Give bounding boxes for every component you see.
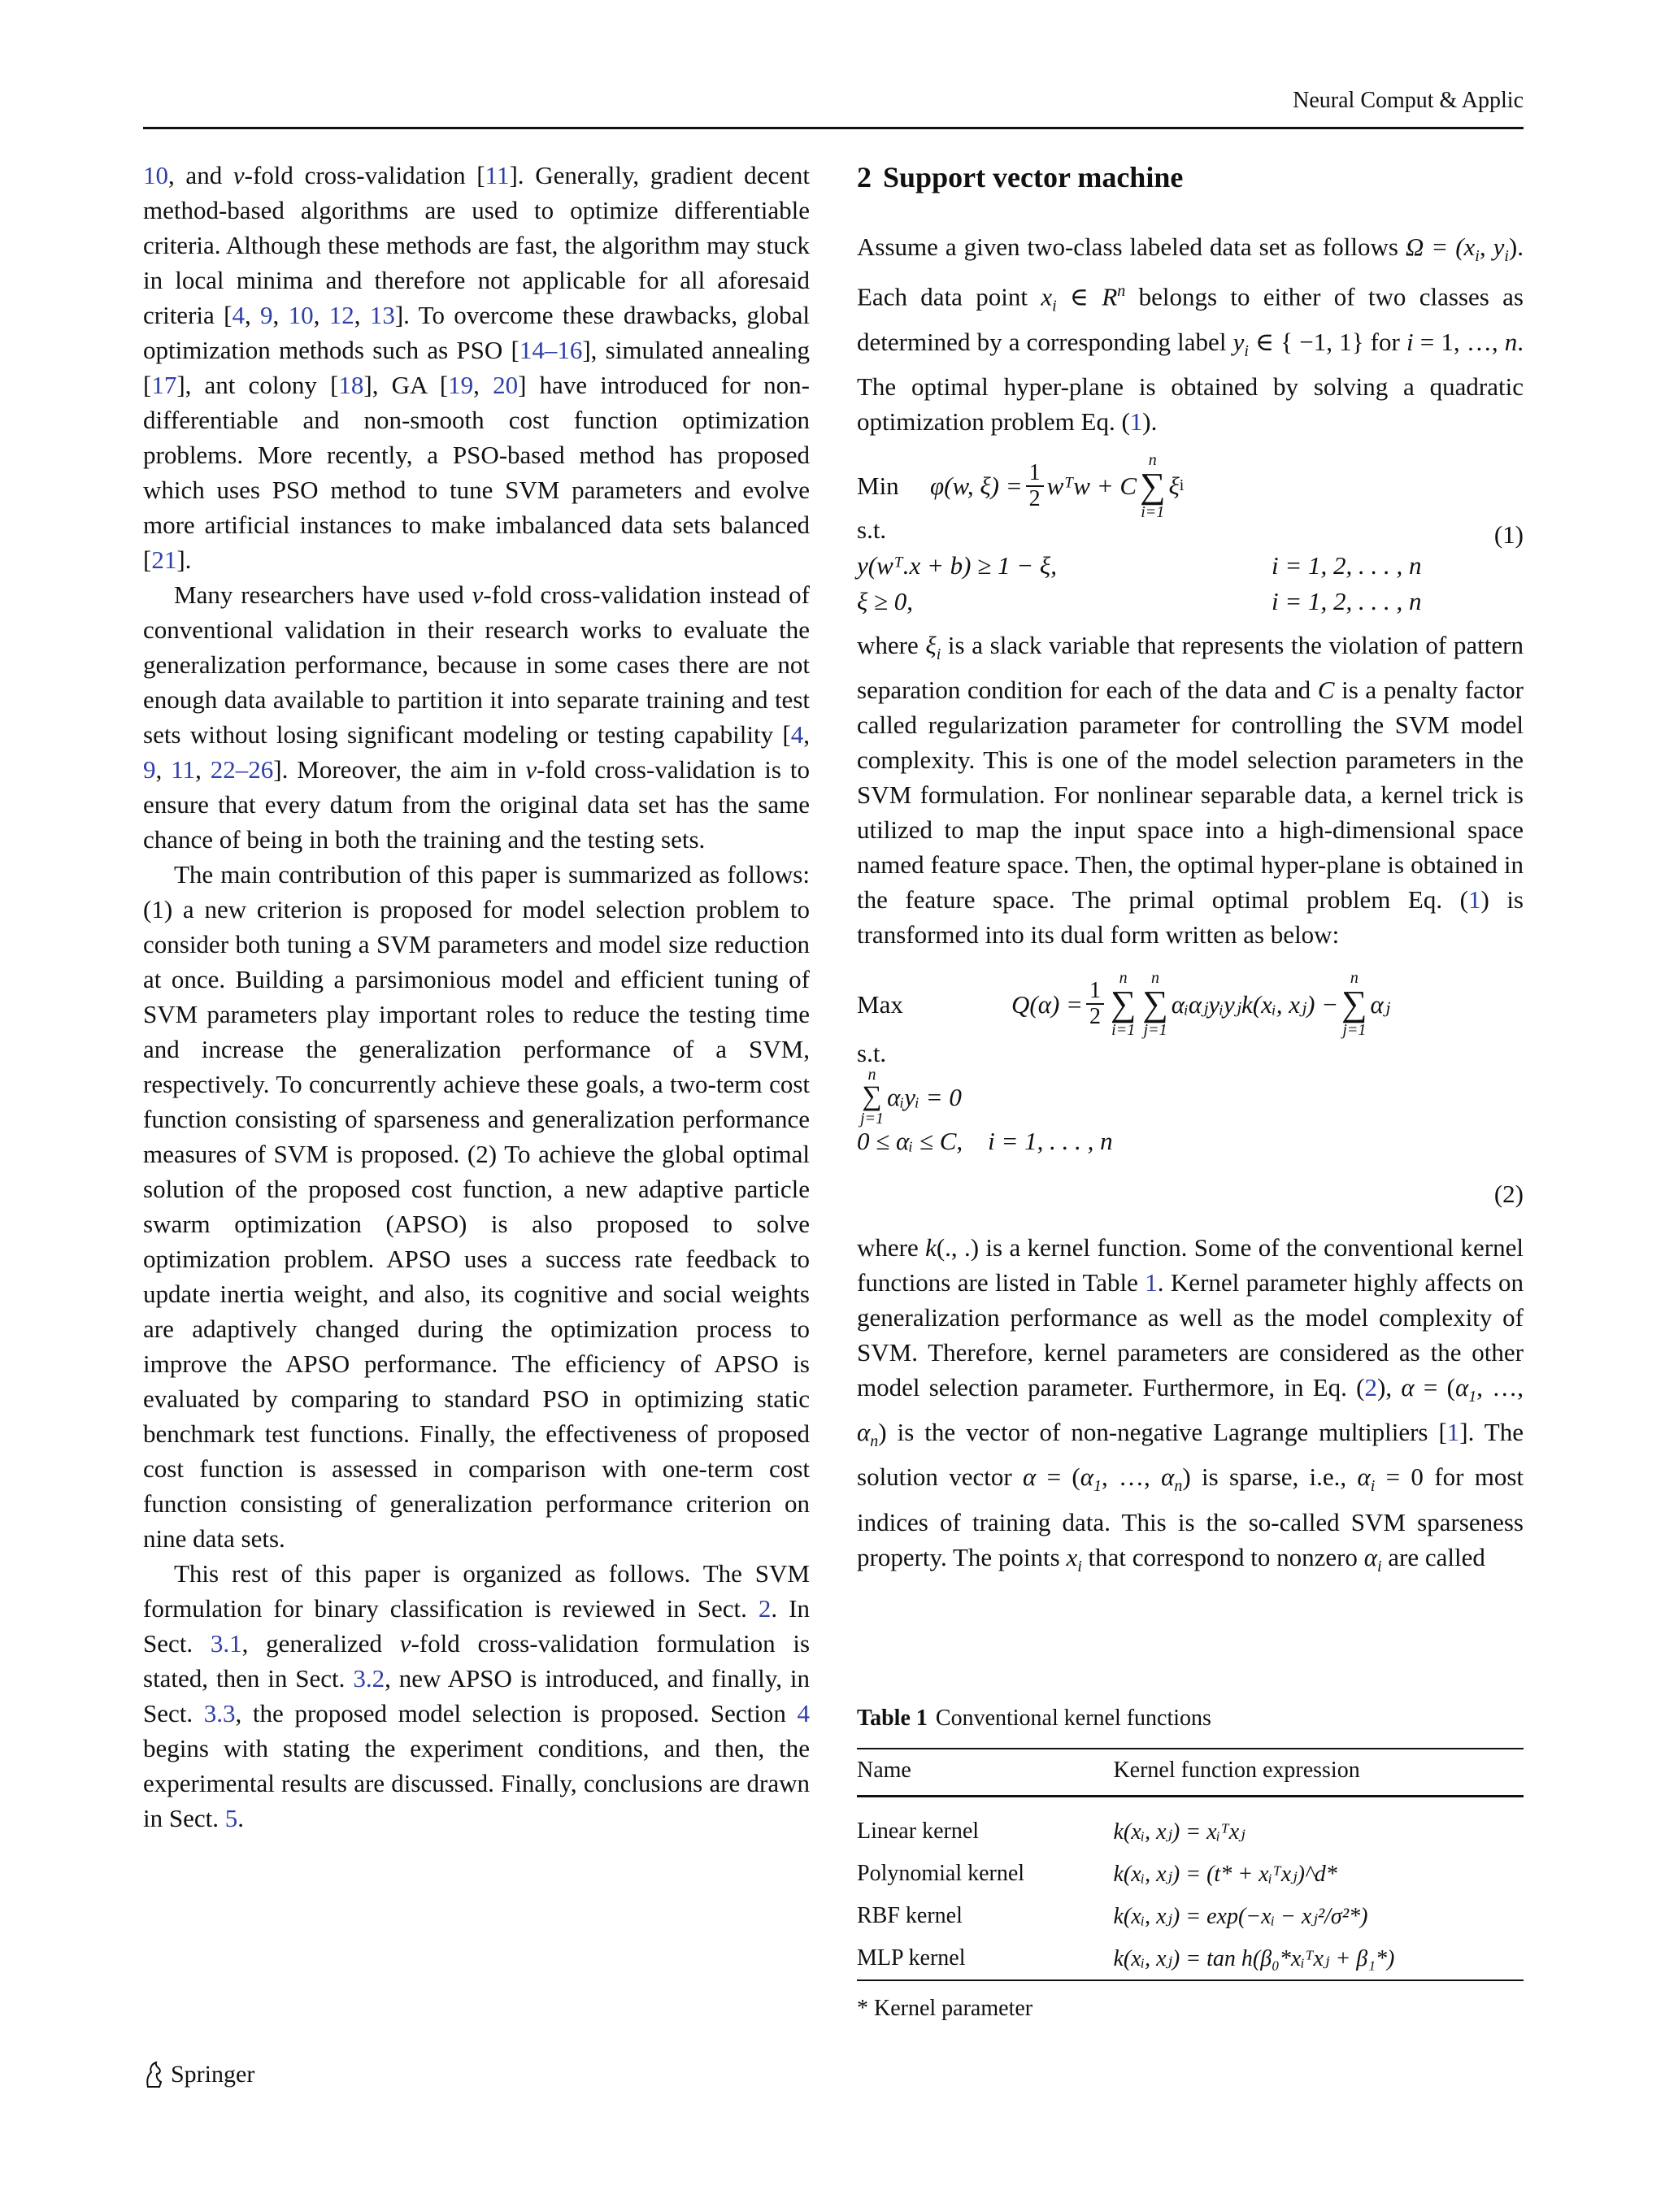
table-row: [857, 1895, 1524, 1937]
sum-symbol: n ∑ j=1: [1142, 969, 1168, 1040]
reference-link[interactable]: 3.2: [353, 1664, 385, 1693]
reference-link[interactable]: 11: [485, 161, 510, 189]
section-number: 2: [857, 161, 872, 193]
reference-link[interactable]: 1: [1446, 1418, 1460, 1447]
eq-min: Min: [857, 472, 899, 501]
reference-link[interactable]: 1: [1145, 1268, 1158, 1297]
eq-lhs: φ(w, ξ) =: [930, 472, 1023, 501]
equation-number: (1): [1493, 519, 1524, 549]
reference-link[interactable]: 20: [493, 371, 519, 399]
table-cell: k(xᵢ, xⱼ) = (t* + xᵢᵀxⱼ)^d*: [1113, 1862, 1337, 1887]
sum-symbol: n ∑ j=1: [860, 1066, 885, 1128]
reference-link[interactable]: 10: [143, 161, 168, 189]
fraction: $\frac{1}{2}$: [1086, 979, 1104, 1029]
reference-link[interactable]: 4: [790, 720, 804, 749]
table-cell: RBF kernel: [857, 1903, 963, 1928]
paragraph: This rest of this paper is organized as follows. The SVM formulation for binary classification is reviewed in Sect. 2. In Sect. 3.1, generalized v-fold cross-validation formulation is stated, then in Sect. 3.2, new APSO is introduced, and finally, in Sect. 3.3, the proposed model selection is proposed. Section 4 begins with stating the experiment conditions, and then, the experimental results are discussed. Finally, conclusions are drawn in Sect. 5.: [143, 1559, 811, 1832]
reference-link[interactable]: 3.3: [203, 1699, 236, 1727]
table-cell: MLP kernel: [857, 1945, 966, 1971]
kernel-table: [857, 1748, 1524, 1981]
page-header: [143, 85, 1524, 129]
eq-range: i = 1, 2, . . . , n: [1272, 551, 1422, 580]
table-caption: [857, 1706, 1524, 1732]
journal-name: Neural Comput & Applic: [1293, 88, 1524, 113]
publisher-name: Springer: [171, 2061, 255, 2088]
table-cell: k(xᵢ, xⱼ) = xᵢᵀxⱼ: [1113, 1819, 1245, 1845]
table-cell: k(xᵢ, xⱼ) = tan h(β₀*xᵢᵀxⱼ + β₁*): [1113, 1946, 1395, 1971]
eq-range: i = 1, 2, . . . , n: [1272, 587, 1422, 616]
paragraph: Assume a given two-class labeled data set as follows $\Omega = (x_i$, $y_i$). Each data point $x_i$ ∈ $R^n$ belongs to either of two classes as determined by a corresponding label $y_i$ ∈ { −1, 1} for i = 1, …, n. The optimal hyper-plane is obtained by solving a quadratic optimization problem Eq. (1).: [857, 232, 1524, 436]
reference-link[interactable]: 1: [1129, 406, 1143, 436]
page-footer: [143, 2061, 254, 2088]
sum-symbol: n ∑ i=1: [1110, 969, 1137, 1040]
table-1: [857, 1706, 1524, 2022]
eq-term: ξ: [1168, 472, 1180, 501]
section-heading: [857, 158, 1524, 197]
eq-st: s.t.: [857, 515, 887, 545]
reference-link[interactable]: 2: [1364, 1373, 1377, 1402]
reference-link[interactable]: 19: [448, 371, 474, 399]
sum-symbol: n ∑ i=1: [1140, 450, 1166, 521]
reference-link[interactable]: 17: [151, 371, 177, 399]
reference-link[interactable]: 4: [232, 301, 245, 329]
reference-link[interactable]: 14–16: [519, 336, 583, 364]
springer-horse-icon: [143, 2061, 164, 2088]
paragraph: Many researchers have used v-fold cross-validation instead of conventional validation in their research works to evaluate the generalization performance, because in some cases there are not enough data available to partition it into separate training and test sets without losing significant modeling or testing capability [4, 9, 11, 22–26]. Moreover, the aim in v-fold cross-validation is to ensure that every datum from the original data set has the same chance of being in both the training and the testing sets.: [143, 580, 810, 854]
equation-1: Min φ(w, ξ) = $\frac{1}{2}$ wᵀw + C n ∑ i=1 ξ i s.t. (1) y(wᵀ.x + b) ≥ 1 − ξ, i = 1, 2, . . . , n ξ ≥ 0, i = 1, 2, . . . , n: [857, 460, 1524, 606]
paragraph: 10, and v-fold cross-validation [11]. Generally, gradient decent method-based algorithms are used to optimize differentiable criteria. Although these methods are fast, the algorithm may stuck in local minima and therefore not applicable for all aforesaid criteria [4, 9, 10, 12, 13]. To overcome these drawbacks, global optimization methods such as PSO [14–16], simulated annealing [17], ant colony [18], GA [19, 20] have introduced for non-differentiable and non-smooth cost function optimization problems. More recently, a PSO-based method has proposed which uses PSO method to tune SVM parameters and evolve more artificial instances to make imbalanced data sets balanced [21].: [143, 161, 811, 574]
eq-constraint: 0 ≤ αᵢ ≤ C, i = 1, . . . , n: [857, 1126, 1113, 1155]
table-caption-text: Conventional kernel functions: [935, 1706, 1211, 1731]
reference-link[interactable]: 4: [797, 1699, 810, 1727]
table-cell: Linear kernel: [857, 1819, 980, 1844]
reference-link[interactable]: 12: [328, 301, 354, 329]
table-header: Name: [857, 1758, 911, 1783]
reference-link[interactable]: 13: [369, 301, 395, 329]
reference-link[interactable]: 2: [758, 1594, 772, 1623]
equation-2: [857, 969, 1524, 1209]
reference-link[interactable]: 9: [260, 301, 273, 329]
left-column: [143, 158, 810, 1836]
table-cell: k(xᵢ, xⱼ) = exp(−xᵢ − xⱼ²/σ²*): [1113, 1904, 1368, 1929]
paragraph: The main contribution of this paper is summarized as follows: (1) a new criterion is proposed for model selection problem to consider both tuning a SVM parameters and model size reduction at once. Building a parsimonious model and efficient tuning of SVM parameters play important roles to reduce the testing time and increase the generalization performance of a SVM, respectively. To concurrently achieve these goals, a two-term cost function consisting of sparseness and generalization performance measures of SVM is proposed. (2) To achieve the global optimal solution of the proposed cost function, a new adaptive particle swarm optimization (APSO) is also proposed to solve optimization problem. APSO uses a success rate feedback to update inertia weight, and also, its cognitive and social weights are adaptively changed during the optimization process to improve the APSO performance. The efficiency of APSO is evaluated by comparing to standard PSO in optimizing static benchmark test functions. Finally, the effectiveness of proposed cost function is assessed in comparison with one-term cost function consisting of generalization performance criterion on nine data sets.: [143, 860, 810, 1553]
eq-lhs: Q(α) =: [1011, 989, 1083, 1019]
table-footnote: * Kernel parameter: [857, 1996, 1033, 2021]
paragraph: where k(., .) is a kernel function. Some of the conventional kernel functions are listed in Table 1. Kernel parameter highly affects on generalization performance as well as the model complexity of SVM. Therefore, kernel parameters are considered as the other model selection parameter. Furthermore, in Eq. (2), $\alpha = (\alpha_1$, …, $\alpha_n$) is the vector of non-negative Lagrange multipliers [1]. The solution vector $\alpha = (\alpha_1$, …, $\alpha_n$) is sparse, i.e., $\alpha_i = 0$ for most indices of training data. This is the so-called SVM sparseness property. The points $x_i$ that correspond to nonzero $\alpha_i$ are called: [857, 1233, 1524, 1575]
reference-link[interactable]: 22–26: [210, 755, 274, 784]
table-row: [857, 1937, 1524, 1980]
reference-link[interactable]: 18: [338, 371, 364, 399]
reference-link[interactable]: 21: [151, 545, 177, 574]
eq-constraint: y(wᵀ.x + b) ≥ 1 − ξ,: [857, 551, 1057, 580]
reference-link[interactable]: 11: [171, 755, 196, 784]
table-cell: Polynomial kernel: [857, 1861, 1025, 1886]
paragraph: where $\xi_i$ is a slack variable that represents the violation of pattern separation condition for each of the data and C is a penalty factor called regularization parameter for controlling the SVM model complexity. This is one of the model selection parameters in the SVM formulation. For nonlinear separable data, a kernel trick is utilized to map the input space into a high-dimensional space named feature space. Then, the optimal hyper-plane is obtained in the feature space. The primal optimal problem Eq. (1) is transformed into its dual form written as below:: [857, 630, 1524, 950]
table-header: Kernel function expression: [1113, 1758, 1360, 1783]
reference-link[interactable]: 9: [143, 755, 156, 784]
table-row: [857, 1797, 1524, 1853]
table-row: [857, 1853, 1524, 1895]
section-title: Support vector machine: [883, 161, 1184, 193]
right-column: [857, 158, 1524, 1584]
eq-term: αⱼ: [1370, 989, 1391, 1019]
eq-max: Max: [857, 989, 903, 1019]
eq-st: s.t.: [857, 1038, 887, 1067]
eq-constraint: ξ ≥ 0,: [857, 587, 914, 616]
equation-number: (2): [1493, 1180, 1524, 1209]
reference-link[interactable]: 10: [288, 301, 314, 329]
fraction: $\frac{1}{2}$: [1026, 461, 1044, 511]
eq-term: αᵢαⱼyᵢyⱼk(xᵢ, xⱼ) −: [1171, 989, 1339, 1019]
reference-link[interactable]: 1: [1467, 885, 1481, 915]
reference-link[interactable]: 5: [224, 1804, 238, 1832]
eq-term: wᵀw + C: [1046, 472, 1137, 501]
eq-constraint: αᵢyᵢ = 0: [887, 1082, 962, 1111]
reference-link[interactable]: 3.1: [210, 1629, 242, 1658]
table-label: Table 1: [857, 1706, 928, 1731]
sum-symbol: n ∑ j=1: [1341, 969, 1367, 1040]
